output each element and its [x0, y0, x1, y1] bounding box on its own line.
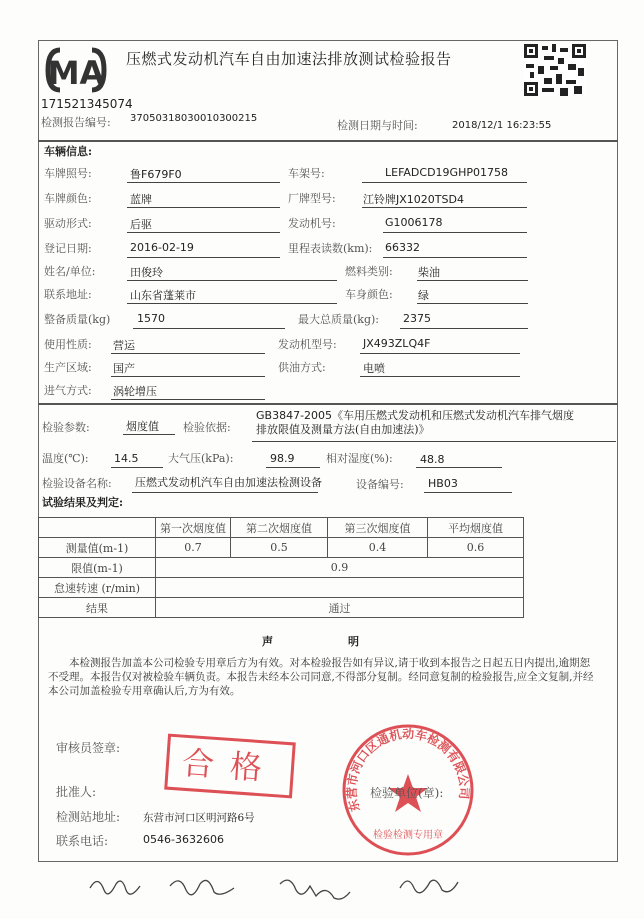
unit-label: 检验单位(章): [370, 786, 444, 800]
field-underline [127, 280, 337, 281]
field-label: 里程表读数(km): [288, 242, 373, 255]
field-value: 田俊玲 [130, 266, 163, 279]
field-underline [360, 376, 520, 377]
field-label: 供油方式: [278, 361, 326, 374]
field-label: 姓名/单位: [44, 265, 96, 278]
report-no-label: 检测报告编号: [41, 116, 111, 129]
temp-value: 14.5 [114, 452, 139, 465]
basis-line2: 排放限值及测量方法(自由加速法)》 [256, 423, 430, 436]
field-label: 车架号: [288, 167, 325, 180]
field-underline [417, 303, 528, 304]
divider [38, 403, 618, 405]
field-value: 绿 [418, 289, 429, 302]
device-no-label: 设备编号: [356, 478, 404, 491]
field-value: 后驱 [130, 218, 152, 231]
field-label: 整备质量(kg) [44, 313, 111, 326]
station-address: 东营市河口区明河路6号 [143, 812, 255, 824]
approver-label: 批准人: [56, 785, 97, 799]
field-value: 国产 [113, 362, 135, 375]
handwritten-signatures [80, 868, 540, 908]
param-label: 检验参数: [42, 421, 90, 434]
field-underline [383, 232, 527, 233]
field-value: LEFADCD19GHP01758 [385, 166, 508, 179]
test-datetime: 2018/12/1 16:23:55 [452, 120, 552, 131]
field-label: 车牌颜色: [44, 192, 92, 205]
statement-text: 本检测报告加盖本公司检验专用章后方为有效。对本检验报告如有异议,请于收到本报告之日起五日内提出,逾期恕不受理。本报告仅对被检验车辆负责。本报告未经本公司同意,不得部分复制。经同意复制的检验报告,应全文复制,并经本公司加盖检验专用章确认后,方为有效。 [48, 657, 594, 697]
field-label: 登记日期: [44, 242, 92, 255]
field-underline [127, 207, 280, 208]
basis-label: 检验依据: [183, 421, 231, 434]
report-title: 压燃式发动机汽车自由加速法排放测试检验报告 [126, 50, 452, 68]
field-value: 蓝牌 [130, 193, 152, 206]
table-row: 怠速转速 (r/min) [39, 578, 524, 598]
humidity-value: 48.8 [420, 453, 445, 466]
cert-number: 171521345074 [41, 97, 133, 111]
statement-title-a: 声 [262, 635, 273, 648]
header-third: 第三次烟度值 [328, 518, 428, 538]
field-underline [111, 376, 265, 377]
pressure-value: 98.9 [270, 452, 295, 465]
field-value: 鲁F679F0 [130, 168, 182, 181]
humidity-label: 相对湿度(%): [326, 452, 393, 465]
field-underline [400, 328, 528, 329]
field-label: 发动机号: [288, 217, 336, 230]
field-label: 生产区域: [44, 361, 92, 374]
datetime-label: 检测日期与时间: [337, 119, 418, 132]
pressure-label: 大气压(kPa): [168, 452, 234, 465]
field-underline [111, 353, 265, 354]
device-no: HB03 [428, 477, 458, 490]
table-row: 测量值(m-1) 0.7 0.5 0.4 0.6 [39, 538, 524, 558]
field-label: 发动机型号: [278, 338, 337, 351]
report-no: 37050318030010300215 [130, 113, 258, 124]
header-first: 第一次烟度值 [156, 518, 231, 538]
field-value: 营运 [113, 339, 135, 352]
field-value: JX493ZLQ4F [363, 337, 431, 350]
table-row: 结果 通过 [39, 598, 524, 618]
field-value: 66332 [385, 241, 420, 254]
field-value: 涡轮增压 [113, 385, 157, 398]
field-underline [127, 257, 280, 258]
station-phone: 0546-3632606 [143, 833, 224, 846]
device-label: 检验设备名称: [42, 477, 112, 490]
field-label: 驱动形式: [44, 217, 92, 230]
temp-label: 温度(℃): [42, 452, 89, 465]
svg-text:检验检测专用章: 检验检测专用章 [373, 830, 443, 841]
field-label: 最大总质量(kg): [298, 313, 379, 326]
field-label: 车身颜色: [345, 288, 393, 301]
field-value: 2375 [403, 312, 431, 325]
field-underline [127, 303, 337, 304]
phone-label: 联系电话: [56, 834, 109, 848]
header-average: 平均烟度值 [428, 518, 524, 538]
field-underline [360, 353, 520, 354]
field-underline [362, 182, 527, 183]
results-table [38, 517, 524, 618]
field-label: 车牌照号: [44, 167, 92, 180]
table-header-row [39, 518, 524, 538]
table-row: 限值(m-1) 0.9 [39, 558, 524, 578]
field-underline [383, 257, 527, 258]
field-underline [133, 328, 285, 329]
svg-text:东营市河口区通机动车检测有限公司: 东营市河口区通机动车检测有限公司 [344, 726, 472, 814]
result-value: 通过 [156, 598, 524, 618]
reviewer-label: 审核员签章: [56, 741, 121, 755]
field-underline [111, 399, 265, 400]
field-label: 使用性质: [44, 338, 92, 351]
field-label: 燃料类别: [345, 265, 393, 278]
svg-text:MA: MA [47, 54, 105, 92]
statement-title-b: 明 [348, 635, 359, 648]
field-value: 山东省蓬莱市 [130, 289, 196, 302]
field-underline [417, 280, 528, 281]
vehicle-section-title: 车辆信息: [44, 145, 93, 158]
field-value: 电喷 [363, 362, 385, 375]
device-name: 压燃式发动机汽车自由加速法检测设备 [135, 476, 322, 489]
field-label: 联系地址: [44, 288, 92, 301]
field-value: 江铃牌JX1020TSD4 [363, 193, 464, 206]
address-label: 检测站地址: [56, 810, 121, 824]
field-underline [362, 207, 527, 208]
field-value: 2016-02-19 [130, 241, 194, 254]
pass-stamp: 合格 [164, 734, 296, 799]
field-value: 柴油 [418, 266, 440, 279]
divider [38, 140, 618, 142]
field-value: 1570 [137, 312, 165, 325]
field-value: G1006178 [385, 216, 443, 229]
qr-code [524, 44, 586, 96]
param-value: 烟度值 [126, 420, 159, 433]
cma-logo [44, 44, 108, 96]
field-underline [127, 232, 280, 233]
field-underline [127, 182, 280, 183]
results-title: 试验结果及判定: [42, 496, 124, 509]
basis-line1: GB3847-2005《车用压燃式发动机和压燃式发动机汽车排气烟度 [256, 409, 575, 422]
header-second: 第二次烟度值 [231, 518, 328, 538]
field-label: 进气方式: [44, 384, 92, 397]
field-label: 厂牌型号: [288, 192, 336, 205]
